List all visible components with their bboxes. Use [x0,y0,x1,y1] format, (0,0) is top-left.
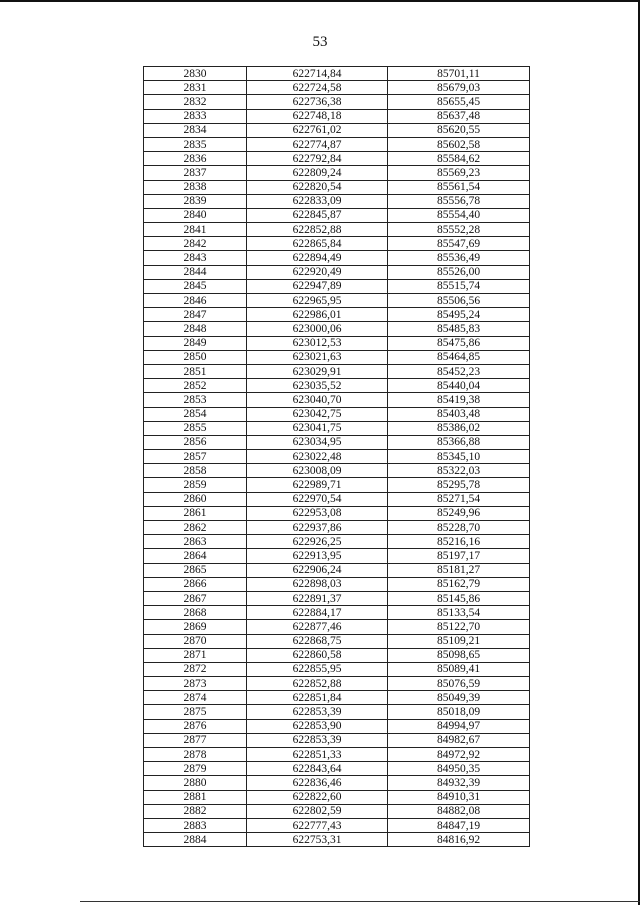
x-coordinate-cell: 622761,02 [247,123,388,137]
y-coordinate-cell: 85556,78 [388,194,530,208]
point-number-cell: 2884 [144,833,247,847]
point-number-cell: 2845 [144,279,247,293]
y-coordinate-cell: 85228,70 [388,521,530,535]
y-coordinate-cell: 84932,39 [388,776,530,790]
point-number-cell: 2843 [144,251,247,265]
table-row [144,393,530,407]
table-row [144,506,530,520]
table-row [144,762,530,776]
x-coordinate-cell: 622748,18 [247,109,388,123]
x-coordinate-cell: 622953,08 [247,506,388,520]
y-coordinate-cell: 85197,17 [388,549,530,563]
x-coordinate-cell: 623012,53 [247,336,388,350]
table-row [144,818,530,832]
point-number-cell: 2873 [144,677,247,691]
y-coordinate-cell: 84847,19 [388,818,530,832]
table-row [144,265,530,279]
table-row [144,662,530,676]
coordinates-table [143,66,530,847]
table-row [144,521,530,535]
table-row [144,748,530,762]
table-row [144,591,530,605]
x-coordinate-cell: 622947,89 [247,279,388,293]
x-coordinate-cell: 623021,63 [247,350,388,364]
y-coordinate-cell: 85249,96 [388,506,530,520]
point-number-cell: 2834 [144,123,247,137]
table-row [144,435,530,449]
y-coordinate-cell: 85561,54 [388,180,530,194]
x-coordinate-cell: 622920,49 [247,265,388,279]
y-coordinate-cell: 85419,38 [388,393,530,407]
point-number-cell: 2857 [144,450,247,464]
table-row [144,719,530,733]
point-number-cell: 2846 [144,294,247,308]
y-coordinate-cell: 84882,08 [388,804,530,818]
y-coordinate-cell: 85049,39 [388,691,530,705]
point-number-cell: 2880 [144,776,247,790]
point-number-cell: 2874 [144,691,247,705]
point-number-cell: 2872 [144,662,247,676]
x-coordinate-cell: 622843,64 [247,762,388,776]
table-row [144,208,530,222]
x-coordinate-cell: 622926,25 [247,535,388,549]
x-coordinate-cell: 622853,39 [247,733,388,747]
point-number-cell: 2864 [144,549,247,563]
y-coordinate-cell: 85655,45 [388,95,530,109]
table-row [144,407,530,421]
table-row [144,648,530,662]
y-coordinate-cell: 85554,40 [388,208,530,222]
y-coordinate-cell: 85701,11 [388,67,530,81]
table-row [144,223,530,237]
x-coordinate-cell: 622853,90 [247,719,388,733]
table-row [144,677,530,691]
y-coordinate-cell: 85162,79 [388,577,530,591]
x-coordinate-cell: 622836,46 [247,776,388,790]
table-row [144,790,530,804]
x-coordinate-cell: 622851,84 [247,691,388,705]
y-coordinate-cell: 85345,10 [388,450,530,464]
x-coordinate-cell: 622852,88 [247,677,388,691]
x-coordinate-cell: 622853,39 [247,705,388,719]
table-row [144,421,530,435]
table-row [144,123,530,137]
y-coordinate-cell: 85322,03 [388,464,530,478]
y-coordinate-cell: 84994,97 [388,719,530,733]
table-row [144,279,530,293]
coordinates-table-body [144,67,530,847]
table-row [144,251,530,265]
table-row [144,137,530,151]
x-coordinate-cell: 623029,91 [247,364,388,378]
y-coordinate-cell: 84816,92 [388,833,530,847]
point-number-cell: 2847 [144,308,247,322]
table-row [144,95,530,109]
point-number-cell: 2841 [144,223,247,237]
table-row [144,166,530,180]
x-coordinate-cell: 622845,87 [247,208,388,222]
y-coordinate-cell: 85089,41 [388,662,530,676]
x-coordinate-cell: 623034,95 [247,435,388,449]
y-coordinate-cell: 85506,56 [388,294,530,308]
x-coordinate-cell: 622753,31 [247,833,388,847]
x-coordinate-cell: 622898,03 [247,577,388,591]
table-row [144,350,530,364]
point-number-cell: 2858 [144,464,247,478]
y-coordinate-cell: 85018,09 [388,705,530,719]
table-row [144,535,530,549]
table-row [144,804,530,818]
y-coordinate-cell: 85076,59 [388,677,530,691]
table-row [144,577,530,591]
table-row [144,152,530,166]
point-number-cell: 2862 [144,521,247,535]
y-coordinate-cell: 85122,70 [388,620,530,634]
x-coordinate-cell: 623040,70 [247,393,388,407]
point-number-cell: 2851 [144,364,247,378]
x-coordinate-cell: 622792,84 [247,152,388,166]
y-coordinate-cell: 85602,58 [388,137,530,151]
point-number-cell: 2856 [144,435,247,449]
y-coordinate-cell: 85295,78 [388,478,530,492]
point-number-cell: 2868 [144,606,247,620]
point-number-cell: 2877 [144,733,247,747]
x-coordinate-cell: 623000,06 [247,322,388,336]
x-coordinate-cell: 622891,37 [247,591,388,605]
x-coordinate-cell: 622802,59 [247,804,388,818]
scan-edge-top [0,0,640,2]
table-row [144,833,530,847]
y-coordinate-cell: 85133,54 [388,606,530,620]
table-row [144,606,530,620]
point-number-cell: 2832 [144,95,247,109]
y-coordinate-cell: 85366,88 [388,435,530,449]
x-coordinate-cell: 623008,09 [247,464,388,478]
y-coordinate-cell: 84982,67 [388,733,530,747]
y-coordinate-cell: 85620,55 [388,123,530,137]
point-number-cell: 2859 [144,478,247,492]
x-coordinate-cell: 622970,54 [247,492,388,506]
y-coordinate-cell: 85452,23 [388,364,530,378]
point-number-cell: 2849 [144,336,247,350]
table-row [144,492,530,506]
x-coordinate-cell: 623041,75 [247,421,388,435]
table-row [144,634,530,648]
x-coordinate-cell: 622852,88 [247,223,388,237]
table-row [144,180,530,194]
point-number-cell: 2870 [144,634,247,648]
x-coordinate-cell: 622851,33 [247,748,388,762]
point-number-cell: 2855 [144,421,247,435]
point-number-cell: 2835 [144,137,247,151]
point-number-cell: 2860 [144,492,247,506]
table-row [144,379,530,393]
point-number-cell: 2842 [144,237,247,251]
y-coordinate-cell: 84950,35 [388,762,530,776]
y-coordinate-cell: 85440,04 [388,379,530,393]
x-coordinate-cell: 622833,09 [247,194,388,208]
y-coordinate-cell: 85181,27 [388,563,530,577]
y-coordinate-cell: 84910,31 [388,790,530,804]
table-row [144,620,530,634]
x-coordinate-cell: 622937,86 [247,521,388,535]
table-row [144,776,530,790]
y-coordinate-cell: 85495,24 [388,308,530,322]
x-coordinate-cell: 622868,75 [247,634,388,648]
point-number-cell: 2854 [144,407,247,421]
x-coordinate-cell: 623035,52 [247,379,388,393]
x-coordinate-cell: 622809,24 [247,166,388,180]
y-coordinate-cell: 85485,83 [388,322,530,336]
y-coordinate-cell: 85145,86 [388,591,530,605]
point-number-cell: 2852 [144,379,247,393]
y-coordinate-cell: 85526,00 [388,265,530,279]
x-coordinate-cell: 622865,84 [247,237,388,251]
point-number-cell: 2837 [144,166,247,180]
x-coordinate-cell: 622986,01 [247,308,388,322]
point-number-cell: 2830 [144,67,247,81]
y-coordinate-cell: 85552,28 [388,223,530,237]
table-row [144,194,530,208]
point-number-cell: 2866 [144,577,247,591]
point-number-cell: 2848 [144,322,247,336]
table-row [144,237,530,251]
y-coordinate-cell: 85569,23 [388,166,530,180]
point-number-cell: 2838 [144,180,247,194]
table-row [144,450,530,464]
point-number-cell: 2871 [144,648,247,662]
table-row [144,705,530,719]
point-number-cell: 2863 [144,535,247,549]
point-number-cell: 2861 [144,506,247,520]
x-coordinate-cell: 622884,17 [247,606,388,620]
y-coordinate-cell: 85403,48 [388,407,530,421]
y-coordinate-cell: 85216,16 [388,535,530,549]
point-number-cell: 2867 [144,591,247,605]
point-number-cell: 2876 [144,719,247,733]
point-number-cell: 2878 [144,748,247,762]
x-coordinate-cell: 622774,87 [247,137,388,151]
table-row [144,336,530,350]
table-row [144,109,530,123]
y-coordinate-cell: 85271,54 [388,492,530,506]
scan-edge-bottom [80,901,640,902]
point-number-cell: 2839 [144,194,247,208]
y-coordinate-cell: 85098,65 [388,648,530,662]
point-number-cell: 2881 [144,790,247,804]
y-coordinate-cell: 85679,03 [388,81,530,95]
page-number: 53 [312,34,328,50]
point-number-cell: 2879 [144,762,247,776]
point-number-cell: 2883 [144,818,247,832]
x-coordinate-cell: 622965,95 [247,294,388,308]
table-row [144,478,530,492]
table-row [144,364,530,378]
x-coordinate-cell: 622894,49 [247,251,388,265]
table-row [144,549,530,563]
x-coordinate-cell: 622877,46 [247,620,388,634]
x-coordinate-cell: 622714,84 [247,67,388,81]
x-coordinate-cell: 622860,58 [247,648,388,662]
point-number-cell: 2844 [144,265,247,279]
x-coordinate-cell: 622989,71 [247,478,388,492]
x-coordinate-cell: 622724,58 [247,81,388,95]
table-row [144,67,530,81]
y-coordinate-cell: 85515,74 [388,279,530,293]
point-number-cell: 2831 [144,81,247,95]
x-coordinate-cell: 622820,54 [247,180,388,194]
table-row [144,294,530,308]
table-row [144,308,530,322]
table-row [144,691,530,705]
y-coordinate-cell: 85637,48 [388,109,530,123]
point-number-cell: 2853 [144,393,247,407]
point-number-cell: 2869 [144,620,247,634]
x-coordinate-cell: 622736,38 [247,95,388,109]
y-coordinate-cell: 85109,21 [388,634,530,648]
table-row [144,733,530,747]
x-coordinate-cell: 622855,95 [247,662,388,676]
y-coordinate-cell: 85536,49 [388,251,530,265]
point-number-cell: 2882 [144,804,247,818]
point-number-cell: 2865 [144,563,247,577]
y-coordinate-cell: 85464,85 [388,350,530,364]
table-row [144,81,530,95]
point-number-cell: 2840 [144,208,247,222]
table-row [144,464,530,478]
y-coordinate-cell: 85584,62 [388,152,530,166]
y-coordinate-cell: 85475,86 [388,336,530,350]
x-coordinate-cell: 622906,24 [247,563,388,577]
x-coordinate-cell: 623022,48 [247,450,388,464]
point-number-cell: 2836 [144,152,247,166]
x-coordinate-cell: 622777,43 [247,818,388,832]
point-number-cell: 2833 [144,109,247,123]
point-number-cell: 2850 [144,350,247,364]
x-coordinate-cell: 623042,75 [247,407,388,421]
x-coordinate-cell: 622822,60 [247,790,388,804]
y-coordinate-cell: 85547,69 [388,237,530,251]
y-coordinate-cell: 84972,92 [388,748,530,762]
point-number-cell: 2875 [144,705,247,719]
table-row [144,322,530,336]
y-coordinate-cell: 85386,02 [388,421,530,435]
table-row [144,563,530,577]
x-coordinate-cell: 622913,95 [247,549,388,563]
